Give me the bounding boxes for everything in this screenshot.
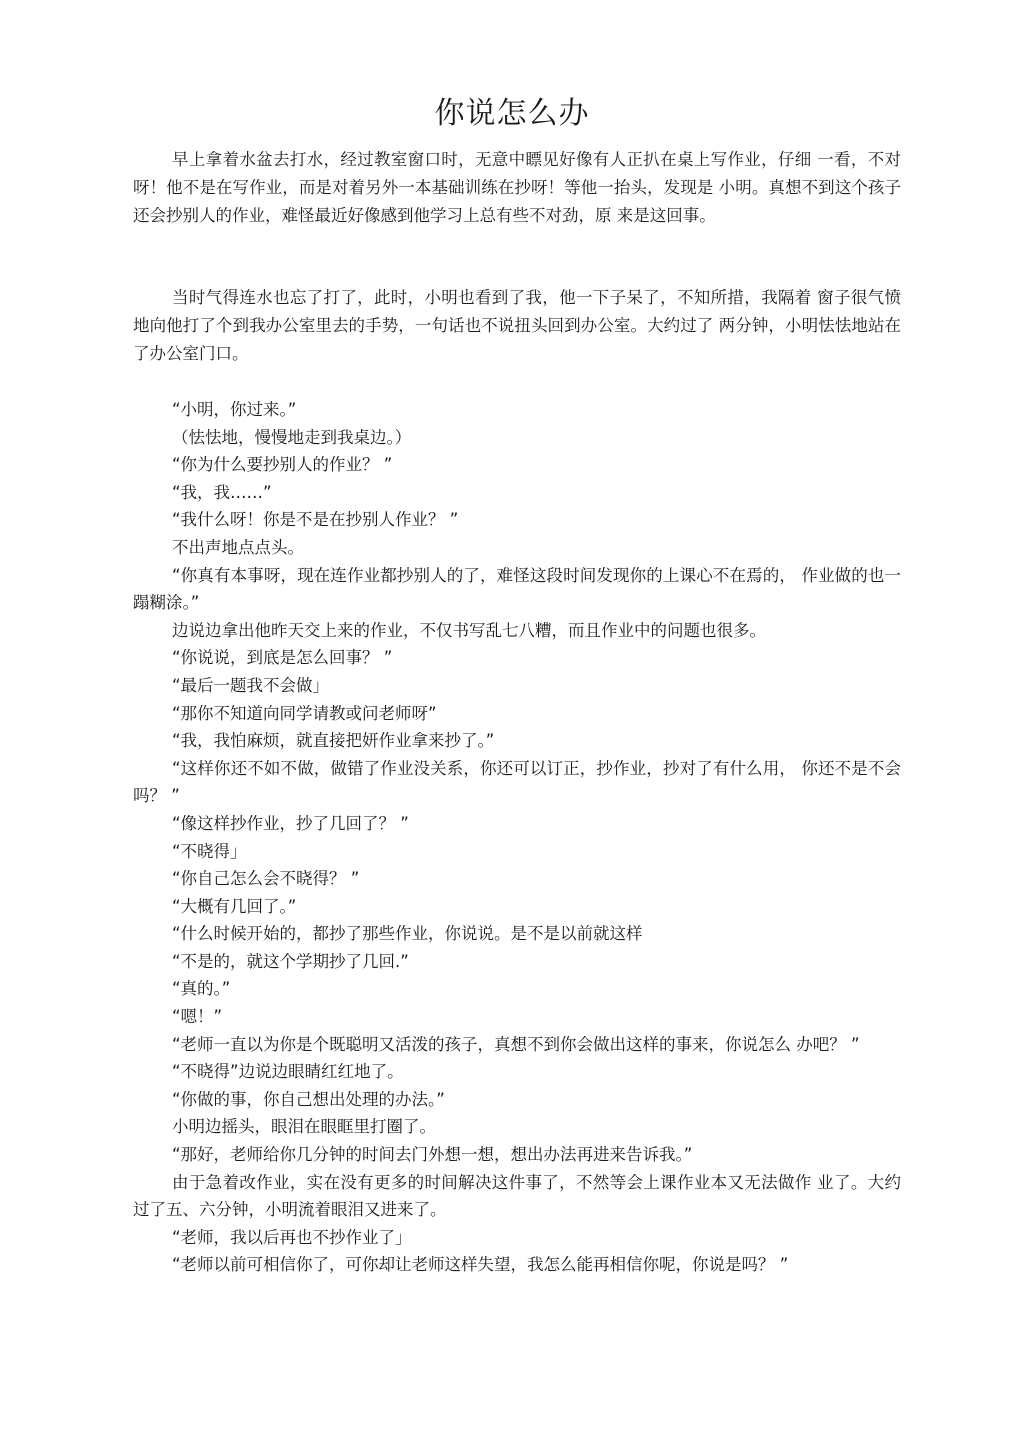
dialogue-line: “老师，我以后再也不抄作业了」 [172,1227,412,1247]
dialogue-line: “你做的事，你自己想出处理的办法。” [172,1089,445,1109]
dialogue-line: “那你不知道向同学请教或问老师呀” [172,703,437,723]
dialogue-line: “像这样抄作业，抄了几回了？ ” [172,813,409,833]
dialogue-line: （怯怯地，慢慢地走到我桌边。） [172,427,412,447]
dialogue-line: “我，我……” [172,482,272,502]
dialogue-line: “那好，老师给你几分钟的时间去门外想一想，想出办法再进来告诉我。” [172,1145,693,1165]
dialogue-line: “你自己怎么会不晓得？ ” [172,869,360,889]
dialogue-line: “你为什么要抄别人的作业？ ” [172,455,393,475]
dialogue-line: “这样你还不如不做，做错了作业没关系，你还可以订正，抄作业，抄对了有什么用， 你还不是不会吗？ ” [133,758,901,806]
page-title: 你说怎么办 [434,96,590,131]
dialogue-line: “不晓得”边说边眼睛红红地了。 [172,1062,404,1082]
dialogue-line: “真的。” [172,979,231,999]
dialogue-line: “你真有本事呀，现在连作业都抄别人的了，难怪这段时间发现你的上课心不在焉的， 作业做的也一蹋糊涂。” [133,565,901,613]
dialogue-line: “老师一直以为你是个既聪明又活泼的孩子，真想不到你会做出这样的事来，你说怎么 办吧？ ” [172,1034,860,1054]
dialogue-line: 由于急着改作业，实在没有更多的时间解决这件事了，不然等会上课作业本又无法做作 业了。大约过了五、六分钟，小明流着眼泪又进来了。 [133,1172,901,1220]
dialogue-line: “什么时候开始的，都抄了那些作业，你说说。是不是以前就这样 [172,924,643,944]
dialogue-line: “不晓得」 [172,841,247,861]
dialogue-line: “小明，你过来。” [172,400,297,419]
dialogue-line: 边说边拿出他昨天交上来的作业，不仅书写乱七八糟，而且作业中的问题也很多。 [172,620,766,640]
dialogue-line: “大概有几回了。” [172,896,297,916]
paragraph-2: 当时气得连水也忘了打了，此时，小明也看到了我，他一下子呆了，不知所措，我隔着 窗子很气愤地向他打了个到我办公室里去的手势，一句话也不说扭头回到办公室。大约过了 两分钟，小明怯怯地站在了办公室门口。 [133,288,901,363]
dialogue-line: 小明边摇头，眼泪在眼眶里打圈了。 [172,1117,436,1137]
dialogue-line: “你说说，到底是怎么回事？ ” [172,648,393,668]
paragraph-1: 早上拿着水盆去打水，经过教室窗口时，无意中瞟见好像有人正扒在桌上写作业，仔细 一看，不对呀！他不是在写作业，而是对着另外一本基础训练在抄呀！等他一抬头，发现是 小明。真想不到这个孩子还会抄别人的作业，难怪最近好像感到他学习上总有些不对劲，原 来是这回事。 [133,150,901,225]
dialogue-line: “我，我怕麻烦，就直接把妍作业拿来抄了。” [172,731,495,751]
dialogue-line: “嗯！” [172,1007,223,1027]
dialogue-line: “最后一题我不会做」 [172,675,330,695]
dialogue-line: “不是的，就这个学期抄了几回.” [172,951,409,971]
dialogue-line: 不出声地点点头。 [172,537,304,557]
dialogue-list [133,396,901,1279]
dialogue-line: “老师以前可相信你了，可你却让老师这样失望，我怎么能再相信你呢，你说是吗？ ” [172,1255,789,1275]
dialogue-line: “我什么呀！你是不是在抄别人作业？ ” [172,510,459,530]
